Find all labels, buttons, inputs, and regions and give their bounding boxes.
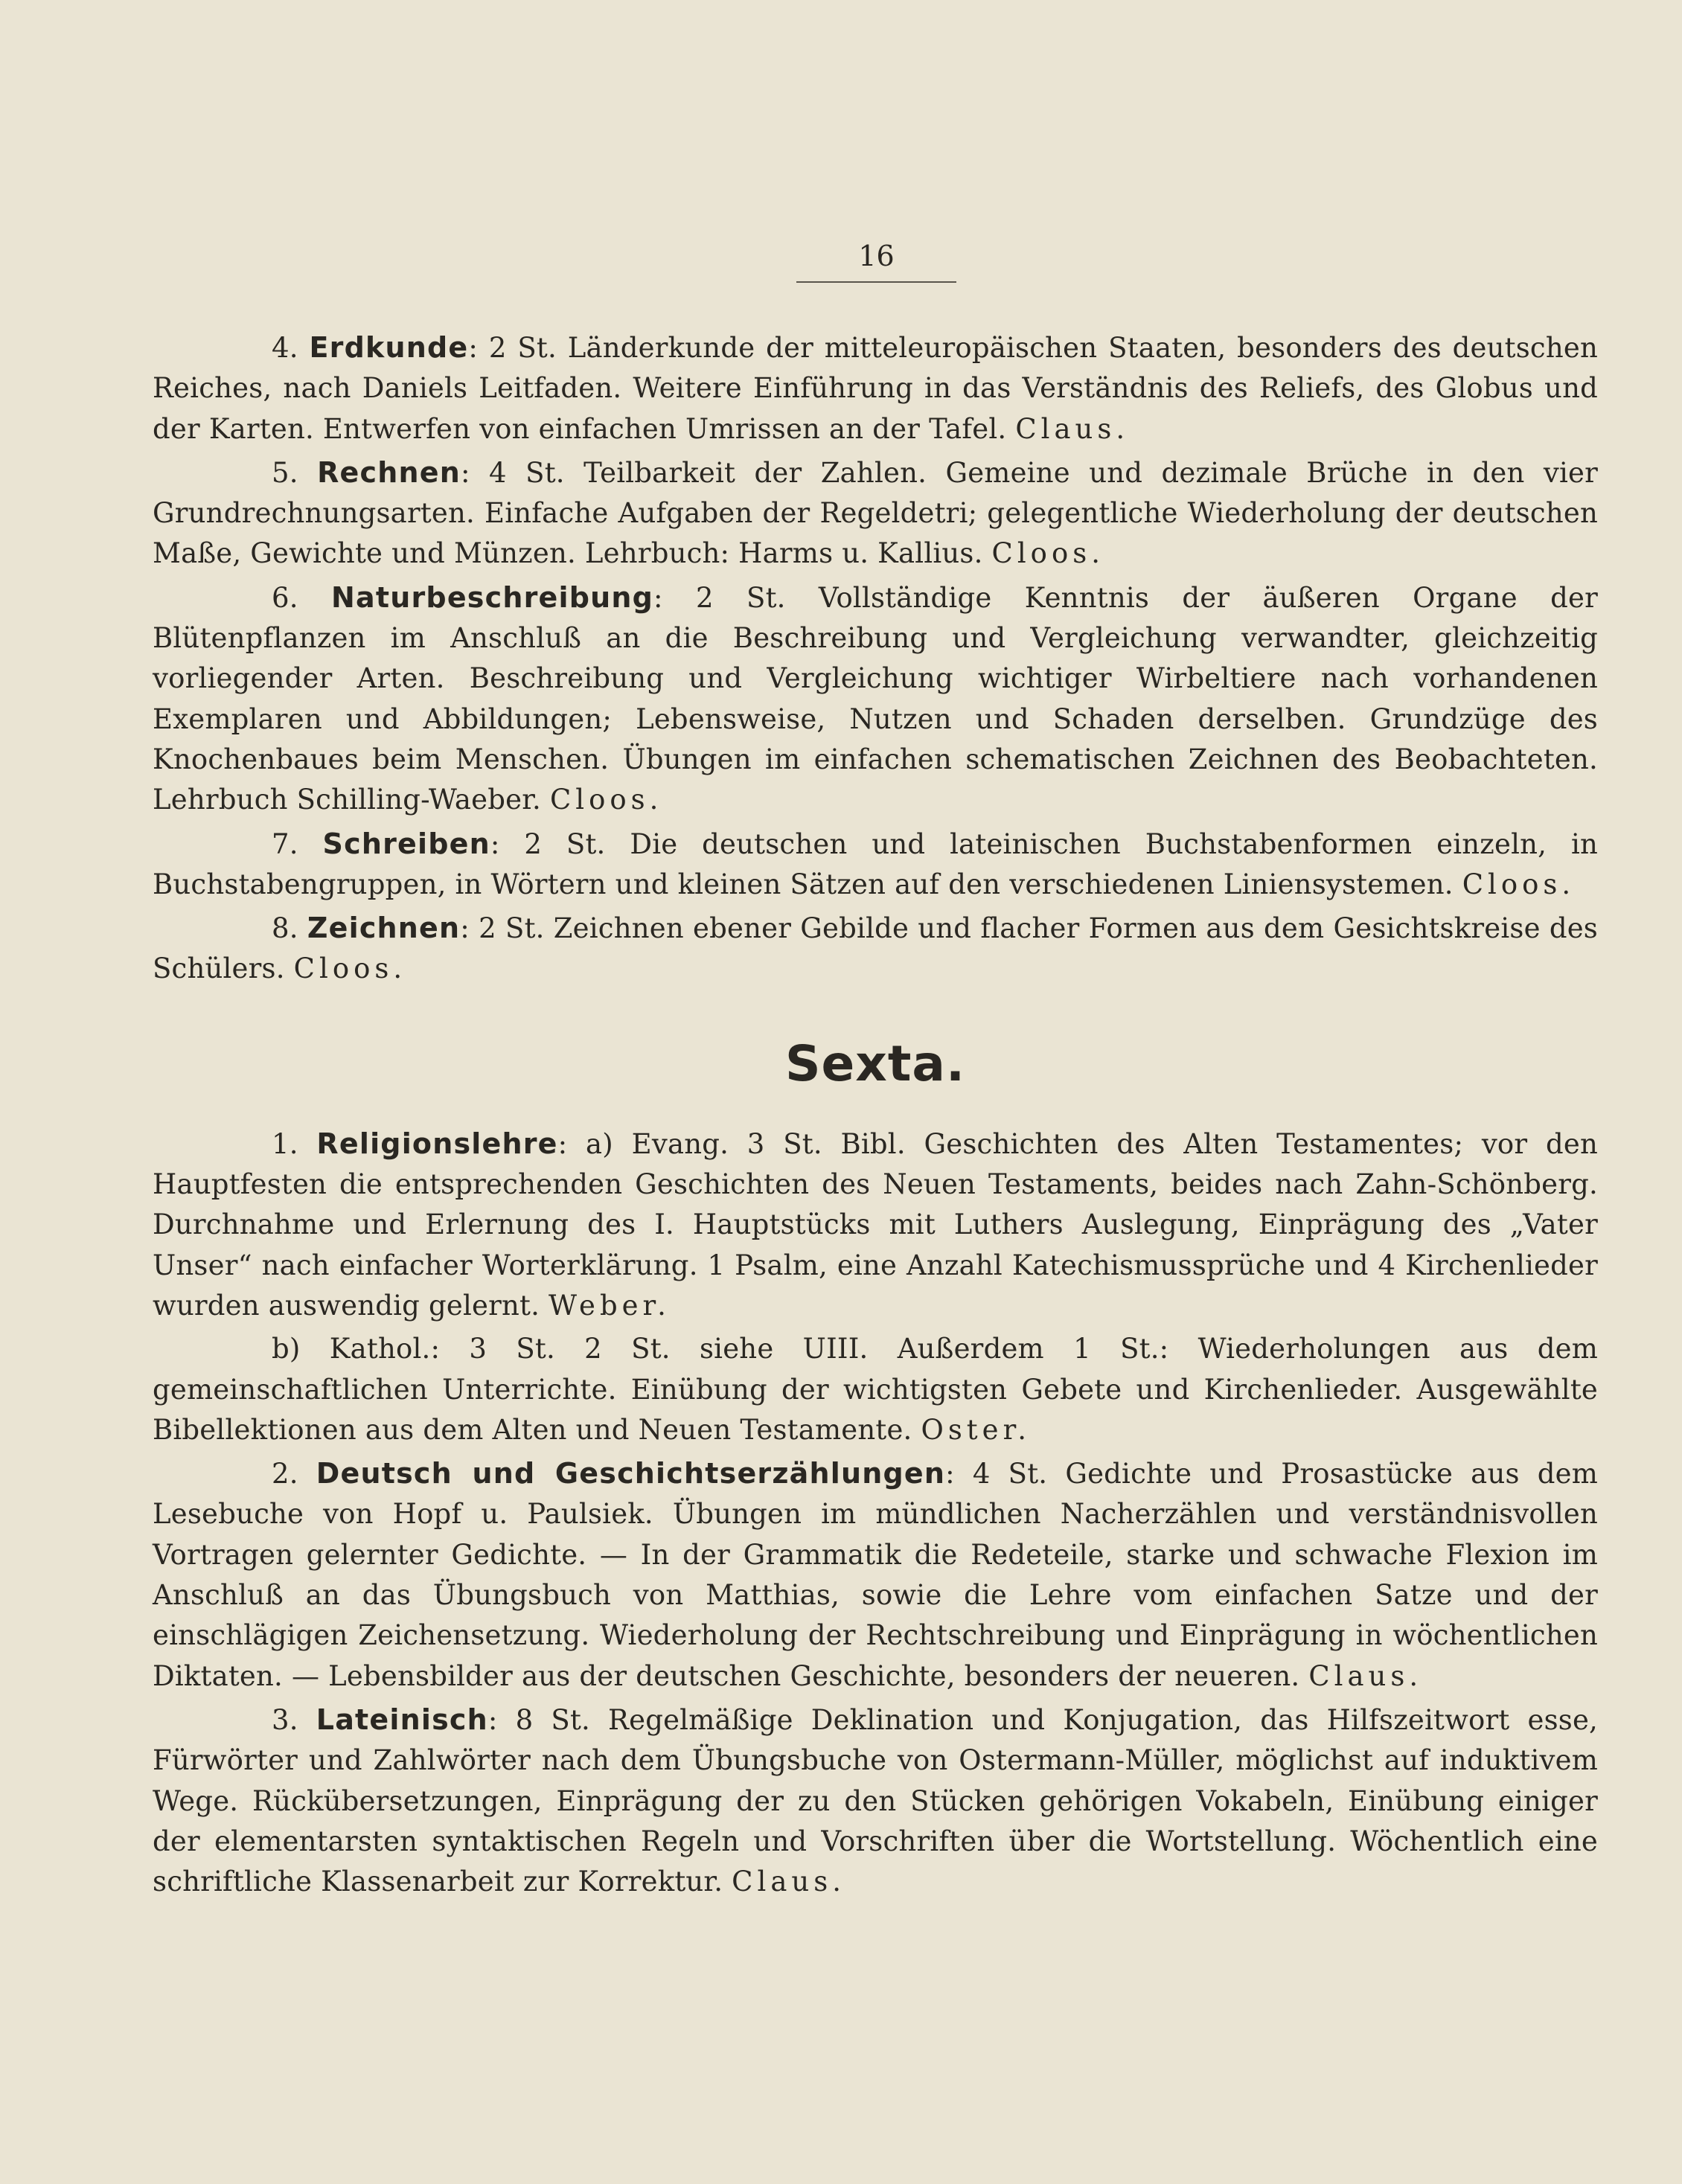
section-body: : 4 St. Teilbarkeit der Zahlen. Gemeine und dezimale Brüche in den vier Grundrechnungsarten. Einfache Aufgaben der Regeldetri; gelegentliche Wiederholung der deutschen Maße, Gewichte und Münzen. Lehrbuch: Harms u. Kallius. xyxy=(153,456,1598,570)
section-number: 5. xyxy=(272,456,298,489)
section-body: : 2 St. Vollständige Kenntnis der äußeren Organe der Blütenpflanzen im Anschluß an die Beschreibung und Vergleichung verwandter, gleichzeitig vorliegender Arten. Beschreibung und Vergleichung wichtiger Wirbeltiere nach vorhandenen Exemplaren und Abbildungen; Lebensweise, Nutzen und Schaden derselben. Grundzüge des Knochenbaues beim Menschen. Übungen im einfachen schematischen Zeichnen des Beobachteten. Lehrbuch Schilling-Waeber. xyxy=(153,581,1599,816)
section-number: 2. xyxy=(272,1458,298,1490)
subject-title: Deutsch und Geschichtserzählungen xyxy=(316,1457,946,1490)
subject-title: Religionslehre xyxy=(316,1127,558,1160)
section-number: 3. xyxy=(272,1703,298,1736)
subject-title: Zeichnen xyxy=(307,912,461,945)
teacher-name: Oster. xyxy=(921,1413,1031,1446)
section-body: b) Kathol.: 3 St. 2 St. siehe UIII. Außerdem 1 St.: Wiederholungen aus dem gemeinschaftlichen Unterrichte. Einübung der wichtigsten Gebete und Kirchenlieder. Ausgewählte Bibellektionen aus dem Alten und Neuen Testamente. xyxy=(153,1333,1598,1446)
page-number: 16 xyxy=(796,240,956,283)
teacher-name: Claus. xyxy=(732,1866,845,1898)
section-number: 4. xyxy=(272,332,298,364)
teacher-name: Weber. xyxy=(549,1289,671,1322)
section-zeichnen xyxy=(153,908,1598,990)
section-body: : 2 St. Länderkunde der mitteleuropäischen Staaten, besonders des deutschen Reiches, nach Daniels Leitfaden. Weitere Einführung in das Verständnis des Reliefs, des Globus und der Karten. Entwerfen von einfachen Umrissen an der Tafel. xyxy=(153,332,1598,445)
section-deutsch xyxy=(153,1453,1598,1697)
teacher-name: Claus. xyxy=(1308,1659,1423,1692)
subject-title: Lateinisch xyxy=(316,1703,488,1736)
subject-title: Schreiben xyxy=(322,827,490,860)
subject-title: Erdkunde xyxy=(309,331,469,364)
section-erdkunde xyxy=(153,327,1598,449)
class-heading: Sexta. xyxy=(784,1034,966,1092)
section-body: : 4 St. Gedichte und Prosastücke aus dem Lesebuche von Hopf u. Paulsiek. Übungen im mündlichen Nacherzählen und verständnisvollen Vortragen gelernter Gedichte. — In der Grammatik die Redeteile, starke und schwache Flexion im Anschluß an das Übungsbuch von Matthias, sowie die Lehre vom einfachen Satze und der einschlägigen Zeichensetzung. Wiederholung der Rechtschreibung und Einprägung in wöchentlichen Diktaten. — Lebensbilder aus der deutschen Geschichte, besonders der neueren. xyxy=(153,1458,1598,1692)
page-content xyxy=(153,327,1598,1905)
section-naturbeschreibung xyxy=(153,577,1598,821)
section-lateinisch xyxy=(153,1700,1598,1902)
section-number: 8. xyxy=(272,912,298,945)
section-rechnen xyxy=(153,452,1598,574)
teacher-name: Cloos. xyxy=(293,952,407,985)
section-religionslehre xyxy=(153,1124,1598,1326)
section-schreiben xyxy=(153,824,1598,906)
section-body: : a) Evang. 3 St. Bibl. Geschichten des Alten Testamentes; vor den Hauptfesten die entsprechenden Geschichten des Neuen Testaments, beides nach Zahn-Schönberg. Durchnahme und Erlernung des I. Hauptstücks mit Luthers Auslegung, Einprägung des „Vater Unser“ nach einfacher Worterklärung. 1 Psalm, eine Anzahl Katechismussprüche und 4 Kirchenlieder wurden auswendig gelernt. xyxy=(153,1127,1598,1322)
section-body: : 8 St. Regelmäßige Deklination und Konjugation, das Hilfszeitwort esse, Fürwörter und Zahlwörter nach dem Übungsbuche von Ostermann-Müller, möglichst auf induktivem Wege. Rückübersetzungen, Einprägung der zu den Stücken gehörigen Vokabeln, Einübung einiger der elementarsten syntaktischen Regeln und Vorschriften über die Wortstellung. Wöchentlich eine schriftliche Klassenarbeit zur Korrektur. xyxy=(153,1703,1598,1898)
section-body: : 2 St. Die deutschen und lateinischen Buchstabenformen einzeln, in Buchstabengruppen, in Wörtern und kleinen Sätzen auf den verschiedenen Liniensystemen. xyxy=(153,827,1599,900)
section-body: : 2 St. Zeichnen ebener Gebilde und flacher Formen aus dem Gesichtskreise des Schülers. xyxy=(153,912,1598,985)
subject-title: Naturbeschreibung xyxy=(331,580,654,614)
section-number: 6. xyxy=(272,581,298,614)
section-number: 7. xyxy=(272,827,298,860)
section-number: 1. xyxy=(272,1127,298,1160)
teacher-name: Cloos. xyxy=(991,537,1104,570)
teacher-name: Cloos. xyxy=(549,784,663,816)
teacher-name: Cloos. xyxy=(1462,868,1576,900)
section-religionslehre-kathol xyxy=(153,1329,1598,1450)
subject-title: Rechnen xyxy=(317,455,461,489)
teacher-name: Claus. xyxy=(1015,412,1130,445)
